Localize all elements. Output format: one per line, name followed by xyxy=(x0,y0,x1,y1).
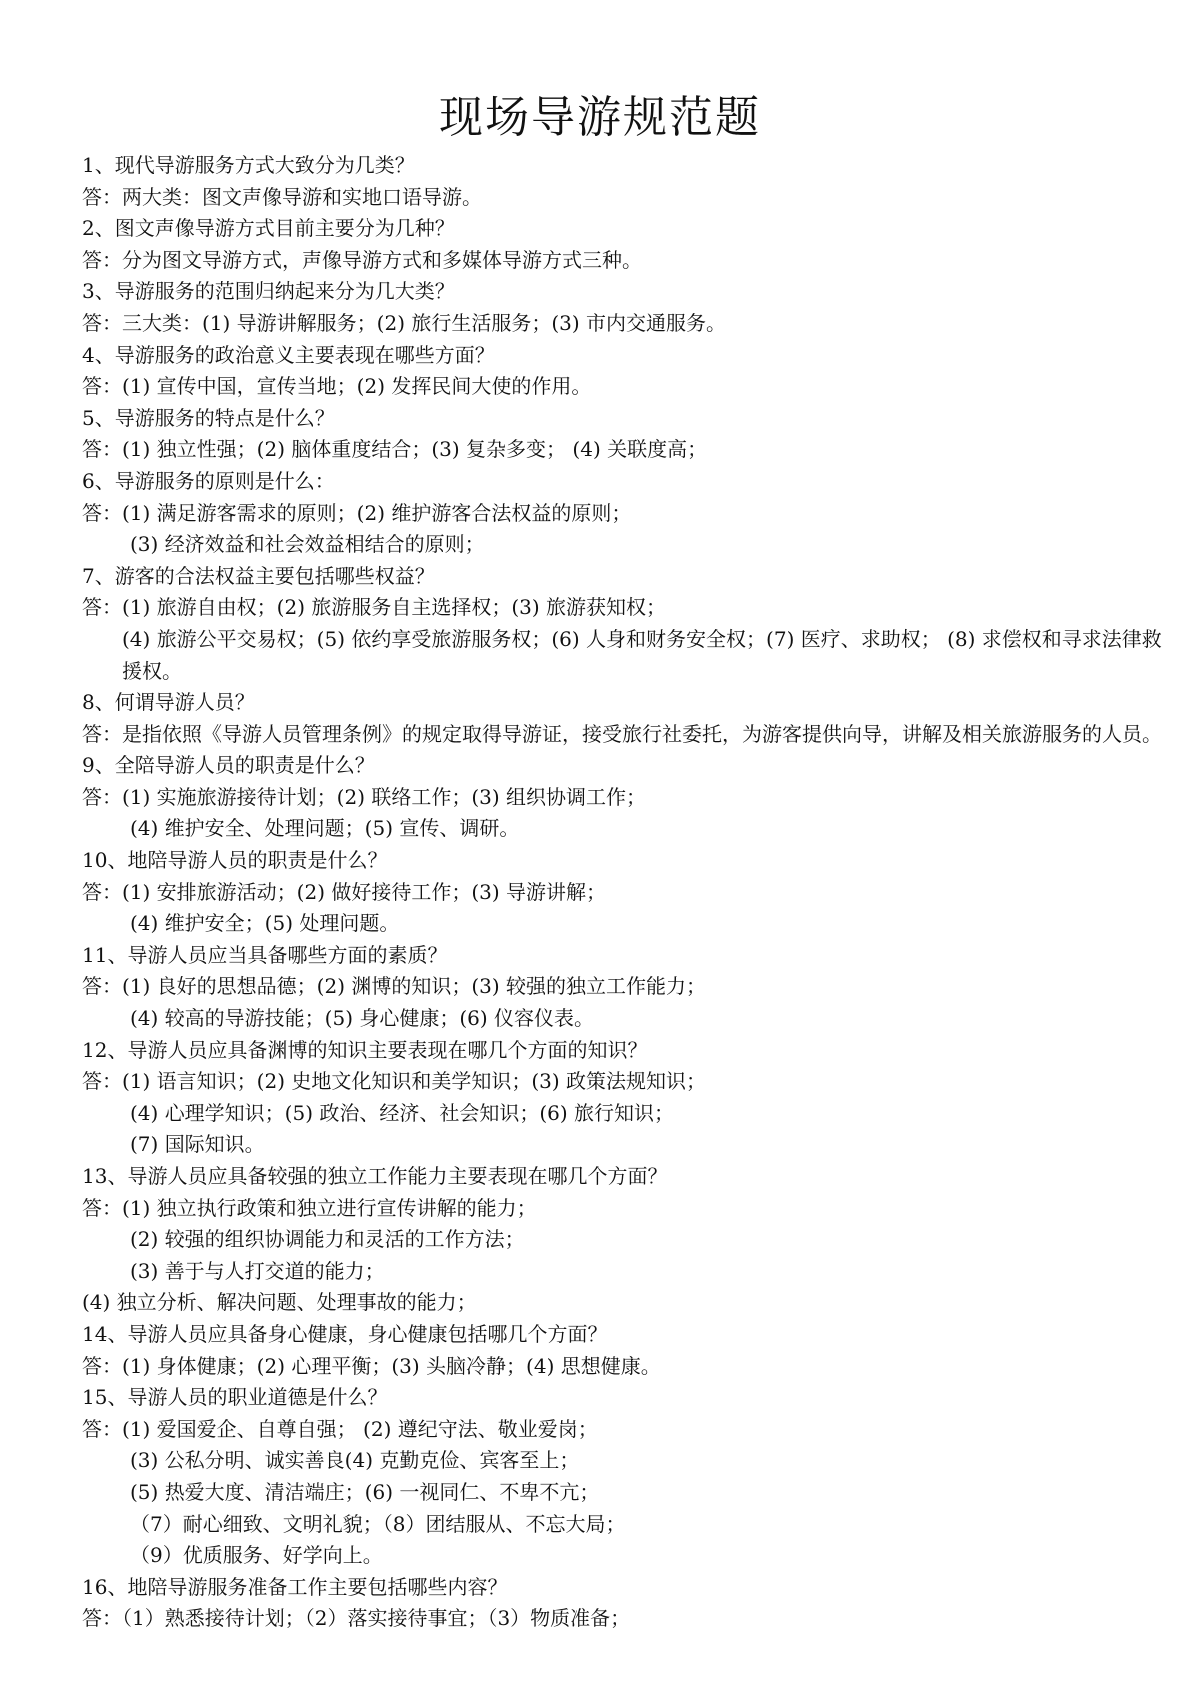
answer-14: 答：(1) 身体健康；(2) 心理平衡；(3) 头脑冷静；(4) 思想健康。 xyxy=(82,1353,661,1378)
question-6: 6、导游服务的原则是什么： xyxy=(82,468,335,493)
answer-15-continued-4: （9）优质服务、好学向上。 xyxy=(130,1543,383,1568)
answer-6: 答：(1) 满足游客需求的原则；(2) 维护游客合法权益的原则； xyxy=(82,500,632,525)
answer-9: 答：(1) 实施旅游接待计划；(2) 联络工作；(3) 组织协调工作； xyxy=(82,784,647,809)
answer-12-continued-2: (7) 国际知识。 xyxy=(130,1132,265,1157)
answer-15-continued-1: (3) 公私分明、诚实善良(4) 克勤克俭、宾客至上； xyxy=(130,1448,580,1473)
answer-4: 答：(1) 宣传中国，宣传当地；(2) 发挥民间大使的作用。 xyxy=(82,374,592,399)
document-title: 现场导游规范题 xyxy=(439,92,761,143)
question-8: 8、何谓导游人员？ xyxy=(82,690,255,715)
answer-6-continued: (3) 经济效益和社会效益相结合的原则； xyxy=(130,532,485,557)
answer-12-continued-1: (4) 心理学知识；(5) 政治、经济、社会知识；(6) 旅行知识； xyxy=(130,1100,675,1125)
answer-10: 答：(1) 安排旅游活动；(2) 做好接待工作；(3) 导游讲解； xyxy=(82,879,607,904)
answer-3: 答：三大类：(1) 导游讲解服务；(2) 旅行生活服务；(3) 市内交通服务。 xyxy=(82,310,727,335)
answer-8: 答：是指依照《导游人员管理条例》的规定取得导游证，接受旅行社委托，为游客提供向导，讲解及相关旅游服务的人员。 xyxy=(82,721,1162,746)
answer-1: 答：两大类：图文声像导游和实地口语导游。 xyxy=(82,184,482,209)
answer-9-continued: (4) 维护安全、处理问题；(5) 宣传、调研。 xyxy=(130,816,520,841)
question-16: 16、地陪导游服务准备工作主要包括哪些内容？ xyxy=(82,1574,508,1599)
answer-15: 答：(1) 爱国爱企、自尊自强； (2) 遵纪守法、敬业爱岗； xyxy=(82,1416,598,1441)
answer-7-continued: (4) 旅游公平交易权；(5) 依约享受旅游服务权；(6) 人身和财务安全权；(7) 医疗、求助权； (8) 求偿权和寻求法律救援权。 xyxy=(122,626,1162,683)
answer-15-continued-2: (5) 热爱大度、清洁端庄；(6) 一视同仁、不卑不亢； xyxy=(130,1479,600,1504)
answer-10-continued: (4) 维护安全；(5) 处理问题。 xyxy=(130,911,400,936)
answer-12: 答：(1) 语言知识；(2) 史地文化知识和美学知识；(3) 政策法规知识； xyxy=(82,1069,707,1094)
question-2: 2、图文声像导游方式目前主要分为几种？ xyxy=(82,216,455,241)
question-1: 1、现代导游服务方式大致分为几类？ xyxy=(82,153,415,177)
question-9: 9、全陪导游人员的职责是什么？ xyxy=(82,753,375,778)
answer-13-continued-2: (3) 善于与人打交道的能力； xyxy=(130,1258,385,1283)
answer-2: 答：分为图文导游方式，声像导游方式和多媒体导游方式三种。 xyxy=(82,247,642,272)
answer-15-continued-3: （7）耐心细致、文明礼貌；（8）团结服从、不忘大局； xyxy=(130,1511,626,1536)
answer-11-continued: (4) 较高的导游技能；(5) 身心健康；(6) 仪容仪表。 xyxy=(130,1006,595,1031)
question-15: 15、导游人员的职业道德是什么？ xyxy=(82,1385,388,1410)
answer-13-continued-1: (2) 较强的组织协调能力和灵活的工作方法； xyxy=(130,1227,525,1252)
question-13: 13、导游人员应具备较强的独立工作能力主要表现在哪几个方面？ xyxy=(82,1164,668,1188)
question-4: 4、导游服务的政治意义主要表现在哪些方面？ xyxy=(82,342,495,367)
answer-16: 答：（1）熟悉接待计划；（2）落实接待事宜；（3）物质准备； xyxy=(82,1606,631,1631)
answer-7: 答：(1) 旅游自由权；(2) 旅游服务自主选择权；(3) 旅游获知权； xyxy=(82,595,667,620)
question-3: 3、导游服务的范围归纳起来分为几大类？ xyxy=(82,279,455,304)
question-5: 5、导游服务的特点是什么？ xyxy=(82,405,335,430)
question-10: 10、地陪导游人员的职责是什么？ xyxy=(82,848,388,873)
document-body xyxy=(82,150,1177,1635)
question-12: 12、导游人员应具备渊博的知识主要表现在哪几个方面的知识？ xyxy=(82,1037,648,1062)
answer-11: 答：(1) 良好的思想品德；(2) 渊博的知识；(3) 较强的独立工作能力； xyxy=(82,974,707,999)
answer-5: 答：(1) 独立性强；(2) 脑体重度结合；(3) 复杂多变； (4) 关联度高； xyxy=(82,437,708,462)
answer-13-continued-3: (4) 独立分析、解决问题、处理事故的能力； xyxy=(82,1290,477,1315)
question-7: 7、游客的合法权益主要包括哪些权益？ xyxy=(82,563,435,588)
answer-13: 答：(1) 独立执行政策和独立进行宣传讲解的能力； xyxy=(82,1195,537,1220)
question-14: 14、导游人员应具备身心健康，身心健康包括哪几个方面？ xyxy=(82,1321,608,1346)
question-11: 11、导游人员应当具备哪些方面的素质？ xyxy=(82,942,448,967)
